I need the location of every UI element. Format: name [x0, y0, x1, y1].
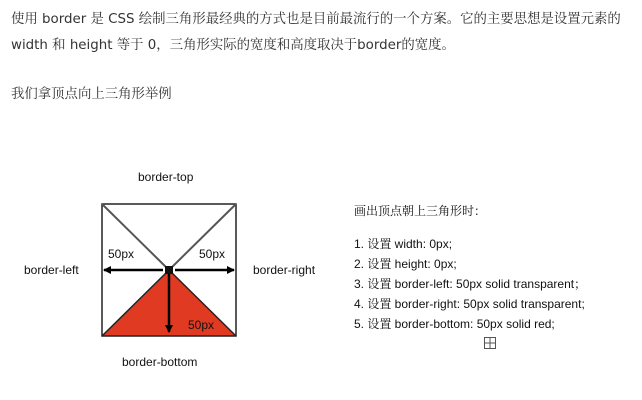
steps-title: 画出顶点朝上三角形时： — [354, 204, 487, 218]
dimension-left: 50px — [108, 247, 135, 261]
step-item: 5. 设置 border-bottom: 50px solid red; — [354, 317, 555, 331]
intro-paragraph: 使用 border 是 CSS 绘制三角形最经典的方式也是目前最流行的一个方案。它的主要思想是设置元素的 width 和 height 等于 0，三角形实际的宽度和高度取决于border的宽度。 — [11, 12, 621, 53]
expand-icon[interactable] — [484, 337, 496, 349]
dimension-right: 50px — [199, 247, 226, 261]
label-border-bottom: border-bottom — [122, 355, 198, 369]
label-border-top: border-top — [138, 170, 194, 184]
step-item: 4. 设置 border-right: 50px solid transparent; — [354, 297, 585, 311]
steps-list — [354, 234, 586, 334]
center-point — [165, 266, 173, 274]
step-item: 2. 设置 height: 0px; — [354, 257, 457, 271]
dimension-bottom: 50px — [188, 318, 215, 332]
step-item: 1. 设置 width: 0px; — [354, 237, 453, 251]
label-border-left: border-left — [24, 263, 79, 277]
subheading: 我们拿顶点向上三角形举例 — [11, 87, 172, 102]
step-item: 3. 设置 border-left: 50px solid transparent； — [354, 277, 587, 291]
label-border-right: border-right — [253, 263, 316, 277]
